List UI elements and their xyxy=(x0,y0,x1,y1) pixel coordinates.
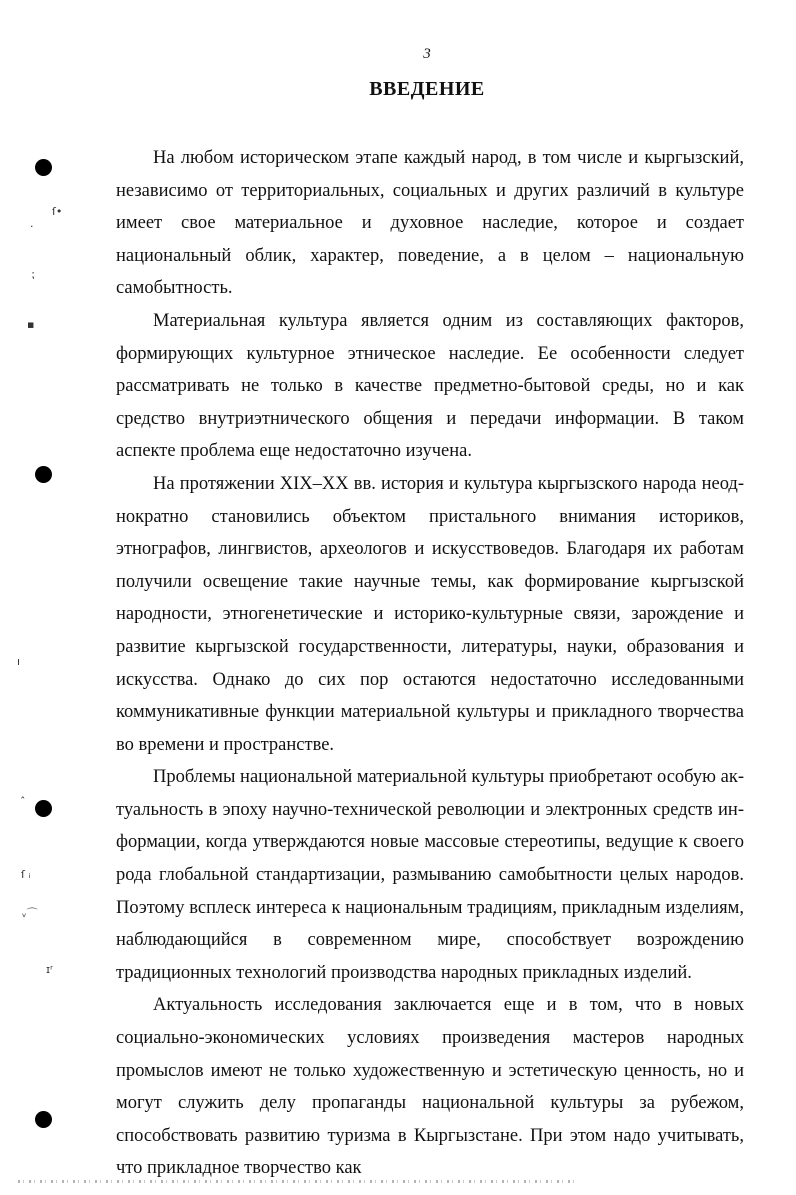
scan-speck: · xyxy=(30,220,34,233)
punch-hole-4 xyxy=(35,1111,52,1128)
scan-speck: ſ• xyxy=(52,205,63,218)
scan-speck: ▪ xyxy=(27,318,35,331)
scan-speck: ⁏ xyxy=(31,268,35,281)
page-title: ВВЕДЕНИЕ xyxy=(369,78,485,100)
paragraph-2: Материальная культура является одним из составляющих факторов, формирующих культурное этническое наследие. Ее особенности следует рассматривать не только в качестве предметно-бытовой среды, но и как средство внутриэтнического общения и передачи информации. В таком аспекте проблема еще недостаточно изучена. xyxy=(116,310,744,462)
paragraph-1: На любом историческом этапе каждый народ, в том числе и кыргызский, независимо от территориальных, социальных и других различий в культуре имеет свое материальное и духовное наследие, которое и создает национальный облик, характер, поведение, а в целом – национальную самобытность. xyxy=(116,148,744,299)
page-number: 3 xyxy=(423,46,431,62)
paragraph-5: Актуальность исследования заключается еще и в том, что в новых социально-экономических условиях произведения мастеров народных промыслов имеют не только художественную и эстетическую ценность, но и могут служить делу пропаганды национальной культуры за рубежом, способствовать развитию туризма в Кыргызстане. При этом надо учитывать, что прикладное творчество как xyxy=(116,995,744,1179)
scan-edge-noise xyxy=(18,1180,578,1183)
punch-hole-1 xyxy=(35,159,52,176)
body-text xyxy=(116,142,744,1185)
scan-speck: ı xyxy=(17,655,21,668)
scan-speck: ɪʳ xyxy=(46,963,53,976)
scan-speck: ᵥ⌒ xyxy=(22,907,38,920)
paragraph-4: Проблемы национальной материальной культуры приобретают особую актуальность в эпоху научно-технической революции и электронных средств информации, когда утверждаются новые массовые стереотипы, ведущие к своего рода глобальной стандартизации, размыванию самобытности целых народов. Поэтому всплеск интереса к национальным традициям, прикладным изделиям, наблюдающийся в современном мире, способствует возрождению традиционных технологий производства народных прикладных изделий. xyxy=(116,767,744,983)
punch-hole-3 xyxy=(35,800,52,817)
scan-speck: ˆ xyxy=(20,795,26,808)
punch-hole-2 xyxy=(35,466,52,483)
paragraph-3: На протяжении XIX–XX вв. история и культура кыргызского народа неоднократно становились объектом пристального внимания историков, этнографов, лингвистов, археологов и искусствоведов. Благодаря их работам получили освещение такие научные темы, как формирование кыргызской народности, этногенетические и историко-культурные связи, зарождение и развитие кыргызской государственности, литературы, науки, образования и искусства. Однако до сих пор остаются недостаточно исследованными коммуникативные функции материальной культуры и прикладного творчества во времени и пространстве. xyxy=(116,473,744,755)
scan-speck: ſ ᵢ xyxy=(21,868,31,881)
